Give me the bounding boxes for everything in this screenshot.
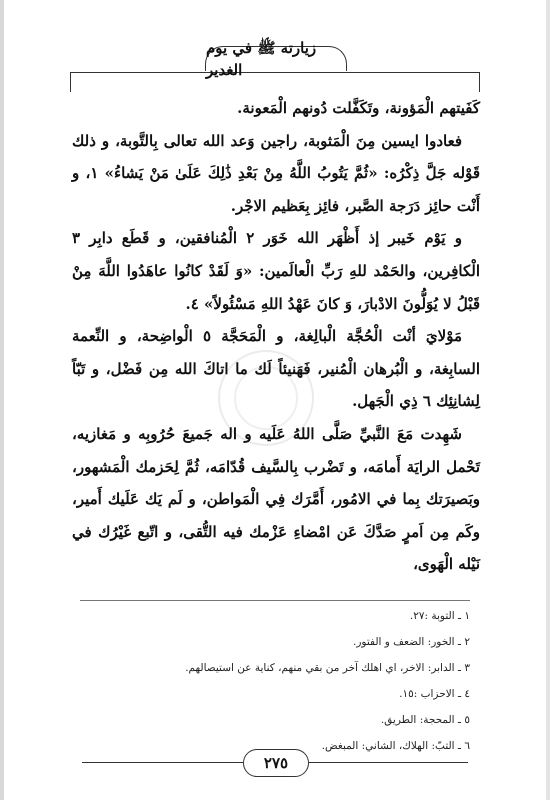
footnotes <box>80 603 470 759</box>
running-header <box>205 39 347 79</box>
footnote: ٢ ـ الخور: الضعف و الفتور. <box>353 636 470 648</box>
paragraph: مَوْلايَ أنْت الْحُجَّة الْبالِغة، و الْمَحَجَّة ٥ الْواضِحة، و النِّعمة السابِغة، و الْبُرهان الْمُنير، فَهَنيئاً لَك ما اتاكَ الله مِن فَضْل، و تَبّاً لِشانِئِك ٦ ذِي الْجَهل. <box>72 327 480 411</box>
page-number-rule-right <box>307 762 468 763</box>
paragraph: و يَوْم خَيبر إذ أَظْهَر الله خَوَر ٢ الْمُنافقين، و قَطَع دابِر ٣ الْكافِرين، والحَمْد للهِ رَبِّ الْعالَمين: «وَ لَقَدْ كانُوا عاهَدُوا اللَّهَ مِنْ قَبْلُ لا يُوَلُّونَ الادْبارَ، وَ كانَ عَهْدُ اللهِ مَسْئُولاً» ٤. <box>72 229 480 313</box>
footnote: ٤ ـ الاحزاب :١٥. <box>399 688 470 700</box>
footnote: ٦ ـ التبّ: الهلاك، الشاني: المبغض. <box>321 740 470 752</box>
page-number <box>243 749 309 777</box>
paragraph: كَفَيتهم الْمَؤونة، وتَكَفَّلت دُونهم الْمَعونة. <box>237 99 480 117</box>
paragraph: شَهِدت مَعَ النَّبيِّ صَلَّى اللهُ عَلَيه و اله جَميعَ حُرُوبِه و مَغازيه، تَحْمل الرايَة أَمامَه، و تَضْرب بِالسَّيف قُدّامَه، ثُمَّ لِحَزمك الْمَشهور، وبَصيرَتك بِما في الامُور، أَمَّرَك فِي الْمَواطن، و لَم يَك عَلَيك أَمير، وكَم مِن اَمرٍ صَدَّكَ عَن امْضاءِ عَزْمك فيه التُّقى، و اتّبع غَيْرُك في نَيْله الْهَوى، <box>72 424 480 574</box>
footnote: ٥ ـ المحجة: الطريق. <box>380 714 470 726</box>
page-edge-right <box>546 0 550 800</box>
page-edge-left <box>0 0 4 800</box>
footnote: ١ ـ التوبة :٢٧. <box>409 610 470 622</box>
running-header-title: زيارته ﷺ في يوم الغدير <box>206 39 317 79</box>
footnote: ٣ ـ الدابر: الاخر، اي اهلك آخر من بقي منهم، كناية عن استيصالهم. <box>185 662 470 674</box>
footnote-separator <box>80 600 470 601</box>
page-number-rule-left <box>82 762 243 763</box>
body-text <box>72 92 480 581</box>
paragraph: فعادوا ايسين مِنَ الْمَثوبة، راجين وَعد الله تعالى بِالتَّوبة، و ذلك قَوْله جَلَّ ذِكْرُه: «ثُمَّ يَتُوبُ اللَّهُ مِنْ بَعْدِ ذَٰلِكَ عَلَىٰ مَنْ يَشاءُ» ١، و أَنْت حائِز دَرَجة الصَّبر، فائِز بِعَظيم الاجْر. <box>72 131 480 215</box>
page-number-label: ٢٧٥ <box>263 754 289 772</box>
